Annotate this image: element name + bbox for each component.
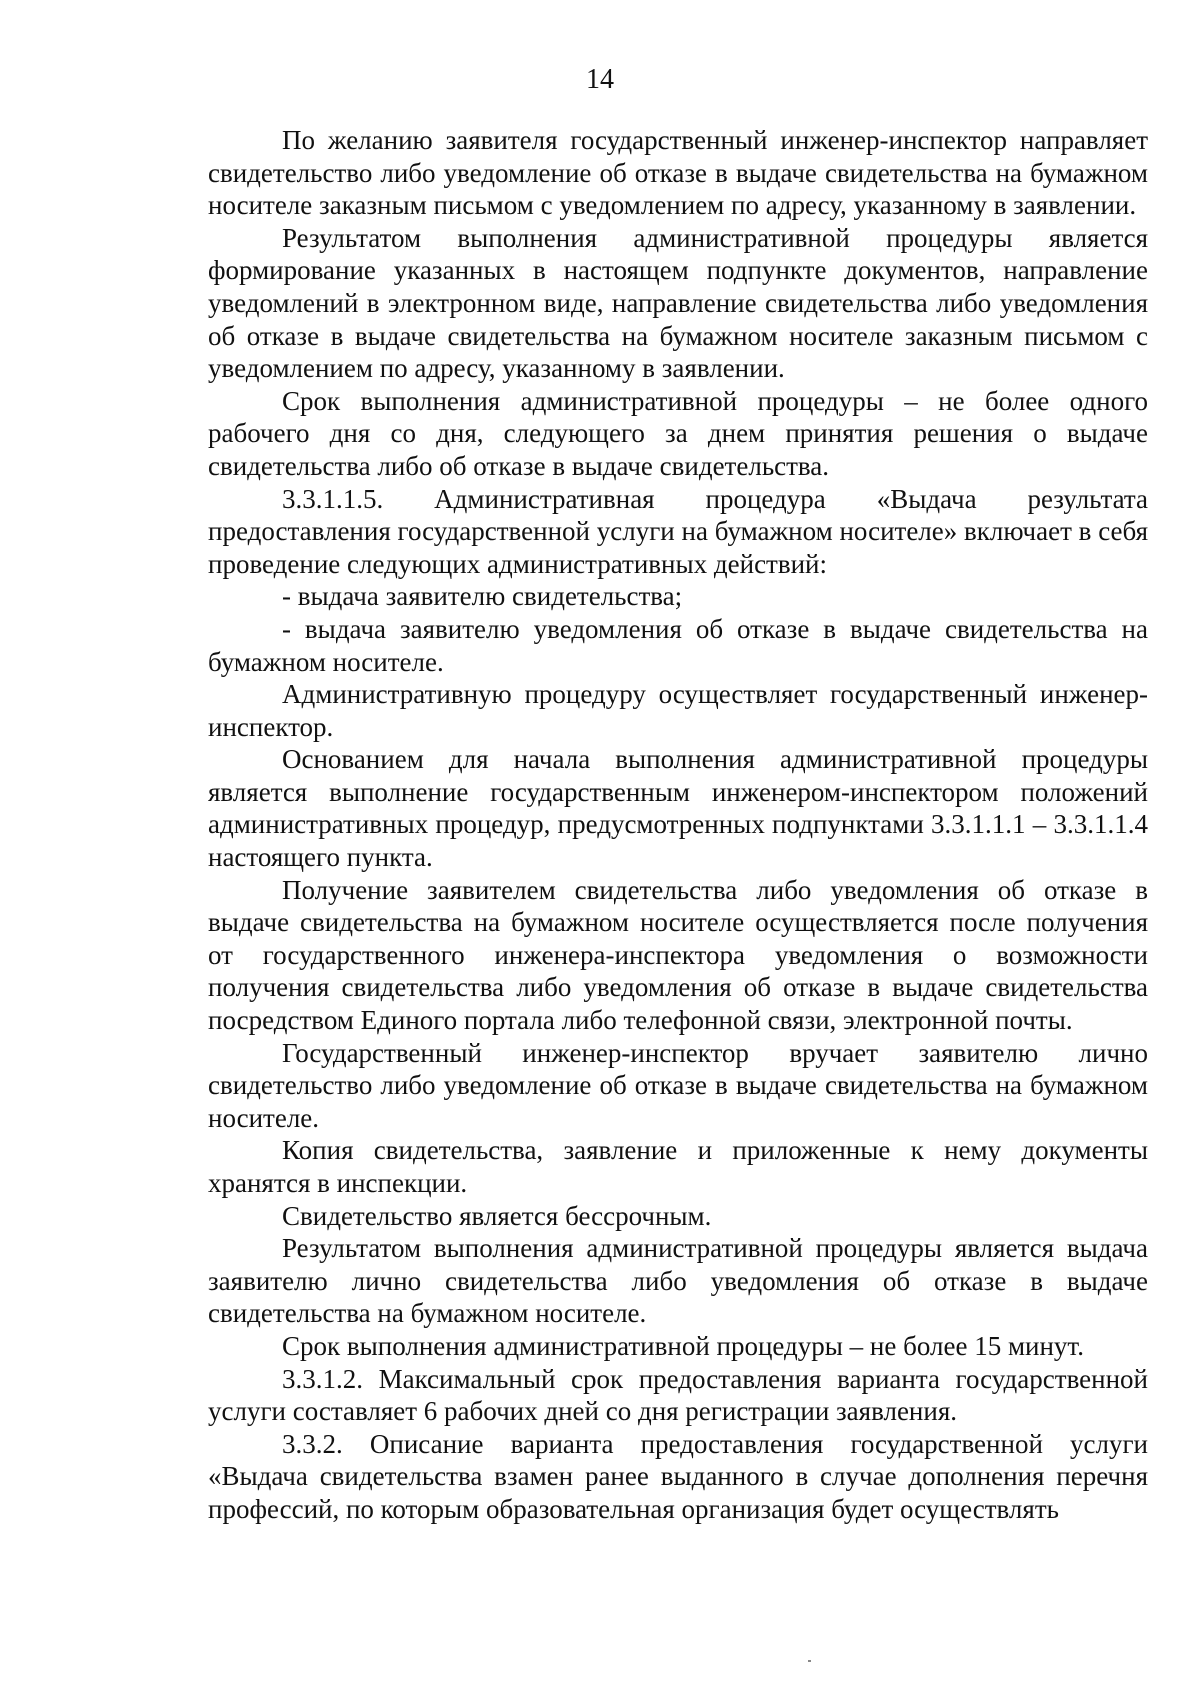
paragraph-handover-result: Результатом выполнения административной процедуры является выдача заявителю лично свидетельства либо уведомления об отказе в выдаче свидетельства на бумажном носителе. bbox=[208, 1233, 1148, 1329]
paragraph-certificate-validity: Свидетельство является бессрочным. bbox=[282, 1200, 712, 1231]
paragraph-receipt-conditions: Получение заявителем свидетельства либо уведомления об отказе в выдаче свидетельства на бумажном носителе осуществляется после получения от государственного инженера-инспектора уведомления о возможности получения свидетельства либо уведомления об отказе в выдаче свидетельства посредством Единого портала либо телефонной связи, электронной почты. bbox=[208, 874, 1148, 1036]
paragraph-copy-storage: Копия свидетельства, заявление и приложенные к нему документы хранятся в инспекции. bbox=[208, 1135, 1148, 1198]
list-item-refusal-issue: - выдача заявителю уведомления об отказе в выдаче свидетельства на бумажном носителе. bbox=[208, 613, 1148, 677]
paragraph-procedure-basis: Основанием для начала выполнения административной процедуры является выполнение государственным инженером-инспектором положений административных процедур, предусмотренных подпунктами 3.3.1.1.1 – 3.3.1.1.4 настоящего пункта. bbox=[208, 744, 1148, 873]
scan-speck bbox=[808, 1660, 811, 1662]
paragraph-section-3-3-1-2: 3.3.1.2. Максимальный срок предоставления варианта государственной услуги составляет 6 рабочих дней со дня регистрации заявления. bbox=[208, 1363, 1148, 1427]
paragraph-section-3-3-2: 3.3.2. Описание варианта предоставления государственной услуги «Выдача свидетельства взамен ранее выданного в случае дополнения перечня профессий, по которым образовательная организация будет осуществлять bbox=[208, 1428, 1148, 1524]
page-number: 14 bbox=[586, 64, 614, 95]
paragraph-section-3-3-1-1-5: 3.3.1.1.5. Административная процедура «Выдача результата предоставления государственной услуги на бумажном носителе» включает в себя проведение следующих административных действий: bbox=[208, 483, 1148, 579]
paragraph-personal-handover: Государственный инженер-инспектор вручает заявителю лично свидетельство либо уведомление об отказе в выдаче свидетельства на бумажном носителе. bbox=[208, 1037, 1148, 1133]
document-body bbox=[208, 124, 1148, 1526]
paragraph-handover-deadline: Срок выполнения административной процедуры – не более 15 минут. bbox=[282, 1330, 1084, 1361]
list-item-certificate-issue: - выдача заявителю свидетельства; bbox=[282, 581, 683, 612]
paragraph-mail-delivery: По желанию заявителя государственный инженер-инспектор направляет свидетельство либо уведомление об отказе в выдаче свидетельства на бумажном носителе заказным письмом с уведомлением по адресу, указанному в заявлении. bbox=[208, 125, 1148, 221]
paragraph-procedure-executor: Административную процедуру осуществляет государственный инженер-инспектор. bbox=[208, 679, 1148, 742]
paragraph-procedure-deadline: Срок выполнения административной процедуры – не более одного рабочего дня со дня, следующего за днем принятия решения о выдаче свидетельства либо об отказе в выдаче свидетельства. bbox=[208, 385, 1148, 481]
paragraph-procedure-result: Результатом выполнения административной процедуры является формирование указанных в настоящем подпункте документов, направление уведомлений в электронном виде, направление свидетельства либо уведомления об отказе в выдаче свидетельства на бумажном носителе заказным письмом с уведомлением по адресу, указанному в заявлении. bbox=[208, 222, 1148, 384]
